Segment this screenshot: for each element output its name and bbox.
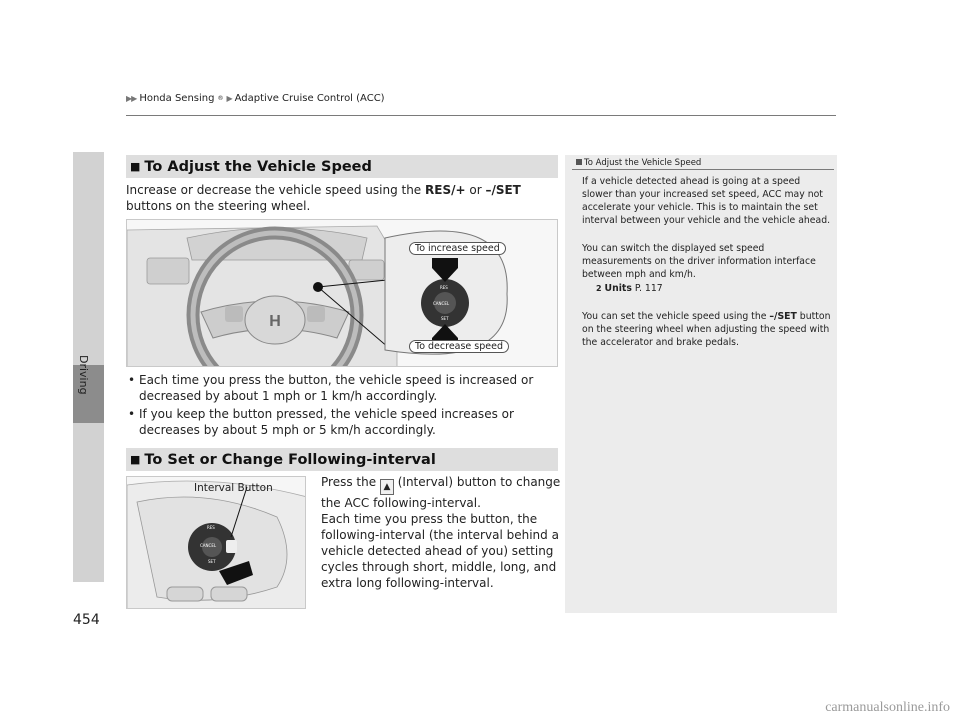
breadcrumb-arrow-icon: ▶▶ [126,94,137,103]
note-divider [572,169,834,170]
note-title-icon [576,159,582,165]
chapter-label: Driving [77,355,90,395]
section-heading-text: To Adjust the Vehicle Speed [144,158,372,175]
bullet-item: • Each time you press the button, the vehicle speed is increased or decreased by about 1 mph or 1 km/h accordingly. [126,372,566,404]
interval-text: Press the [321,475,380,489]
note-paragraph: If a vehicle detected ahead is going at a speed slower than your increased set speed, ACC may not accelerate your vehicle. This is to maintain the set interval between your vehicle and the vehicle ahead. [582,176,831,226]
square-bullet-icon: ■ [130,453,141,466]
note-paragraph [582,310,832,349]
steering-wheel-illustration [126,219,558,367]
interval-paragraph [321,474,561,591]
interval-button-drawing [127,477,306,609]
breadcrumb-arrow-icon: ▶ [226,94,232,103]
res-button-label: RES [207,525,215,530]
note-text: button on the steering wheel when adjusting the speed with the accelerator and brake pedals. [582,311,831,348]
registered-mark: ® [217,95,224,102]
reference-label: Units [604,283,632,294]
section-heading-text: To Set or Change Following-interval [144,451,436,468]
bullet-list [126,372,566,440]
minus-set-label: –/SET [485,183,521,197]
note-cross-reference[interactable] [596,282,846,295]
page-number: 454 [73,612,100,628]
interval-icon: ▲ [380,479,394,495]
section-heading-adjust-speed [126,155,558,178]
note-text: You can set the vehicle speed using the [582,311,770,322]
watermark: carmanualsonline.info [825,700,950,715]
note-title-text: To Adjust the Vehicle Speed [584,158,702,168]
set-button-label: SET [208,559,216,564]
interval-button-illustration [126,476,306,609]
minus-set-label: –/SET [769,311,797,322]
interval-text: (Interval) button to change the ACC following-interval. [321,475,561,510]
header-divider [126,115,836,116]
interval-text: Each time you press the button, the following-interval (the interval behind a vehicle detected ahead of you) setting cycles through short, middle, long, and extra long following-interval. [321,512,559,590]
cancel-button-label: CANCEL [433,301,450,306]
note-title [576,158,701,168]
square-bullet-icon: ■ [130,160,141,173]
note-paragraph: You can switch the displayed set speed measurements on the driver information interface between mph and km/h. [582,243,816,280]
intro-text: or [465,183,486,197]
reference-page: P. 117 [634,283,663,294]
breadcrumb [126,93,385,104]
res-plus-label: RES/+ [425,183,466,197]
res-button-label: RES [440,285,448,290]
callout-decrease-speed: To decrease speed [409,340,509,353]
intro-paragraph [126,182,556,214]
bullet-item: • If you keep the button pressed, the vehicle speed increases or decreases by about 5 mph or 5 km/h accordingly. [126,406,566,438]
cancel-button-label: CANCEL [200,543,217,548]
set-button-label: SET [441,316,449,321]
reference-arrow-icon: 2 [596,284,602,293]
callout-interval-button: Interval Button [194,482,273,494]
intro-text: buttons on the steering wheel. [126,199,311,213]
breadcrumb-level1: Honda Sensing [139,93,215,104]
intro-text: Increase or decrease the vehicle speed using the [126,183,426,197]
section-heading-following-interval [126,448,558,471]
callout-increase-speed: To increase speed [409,242,506,255]
svg-text:H: H [269,313,281,330]
breadcrumb-level2: Adaptive Cruise Control (ACC) [234,93,385,104]
